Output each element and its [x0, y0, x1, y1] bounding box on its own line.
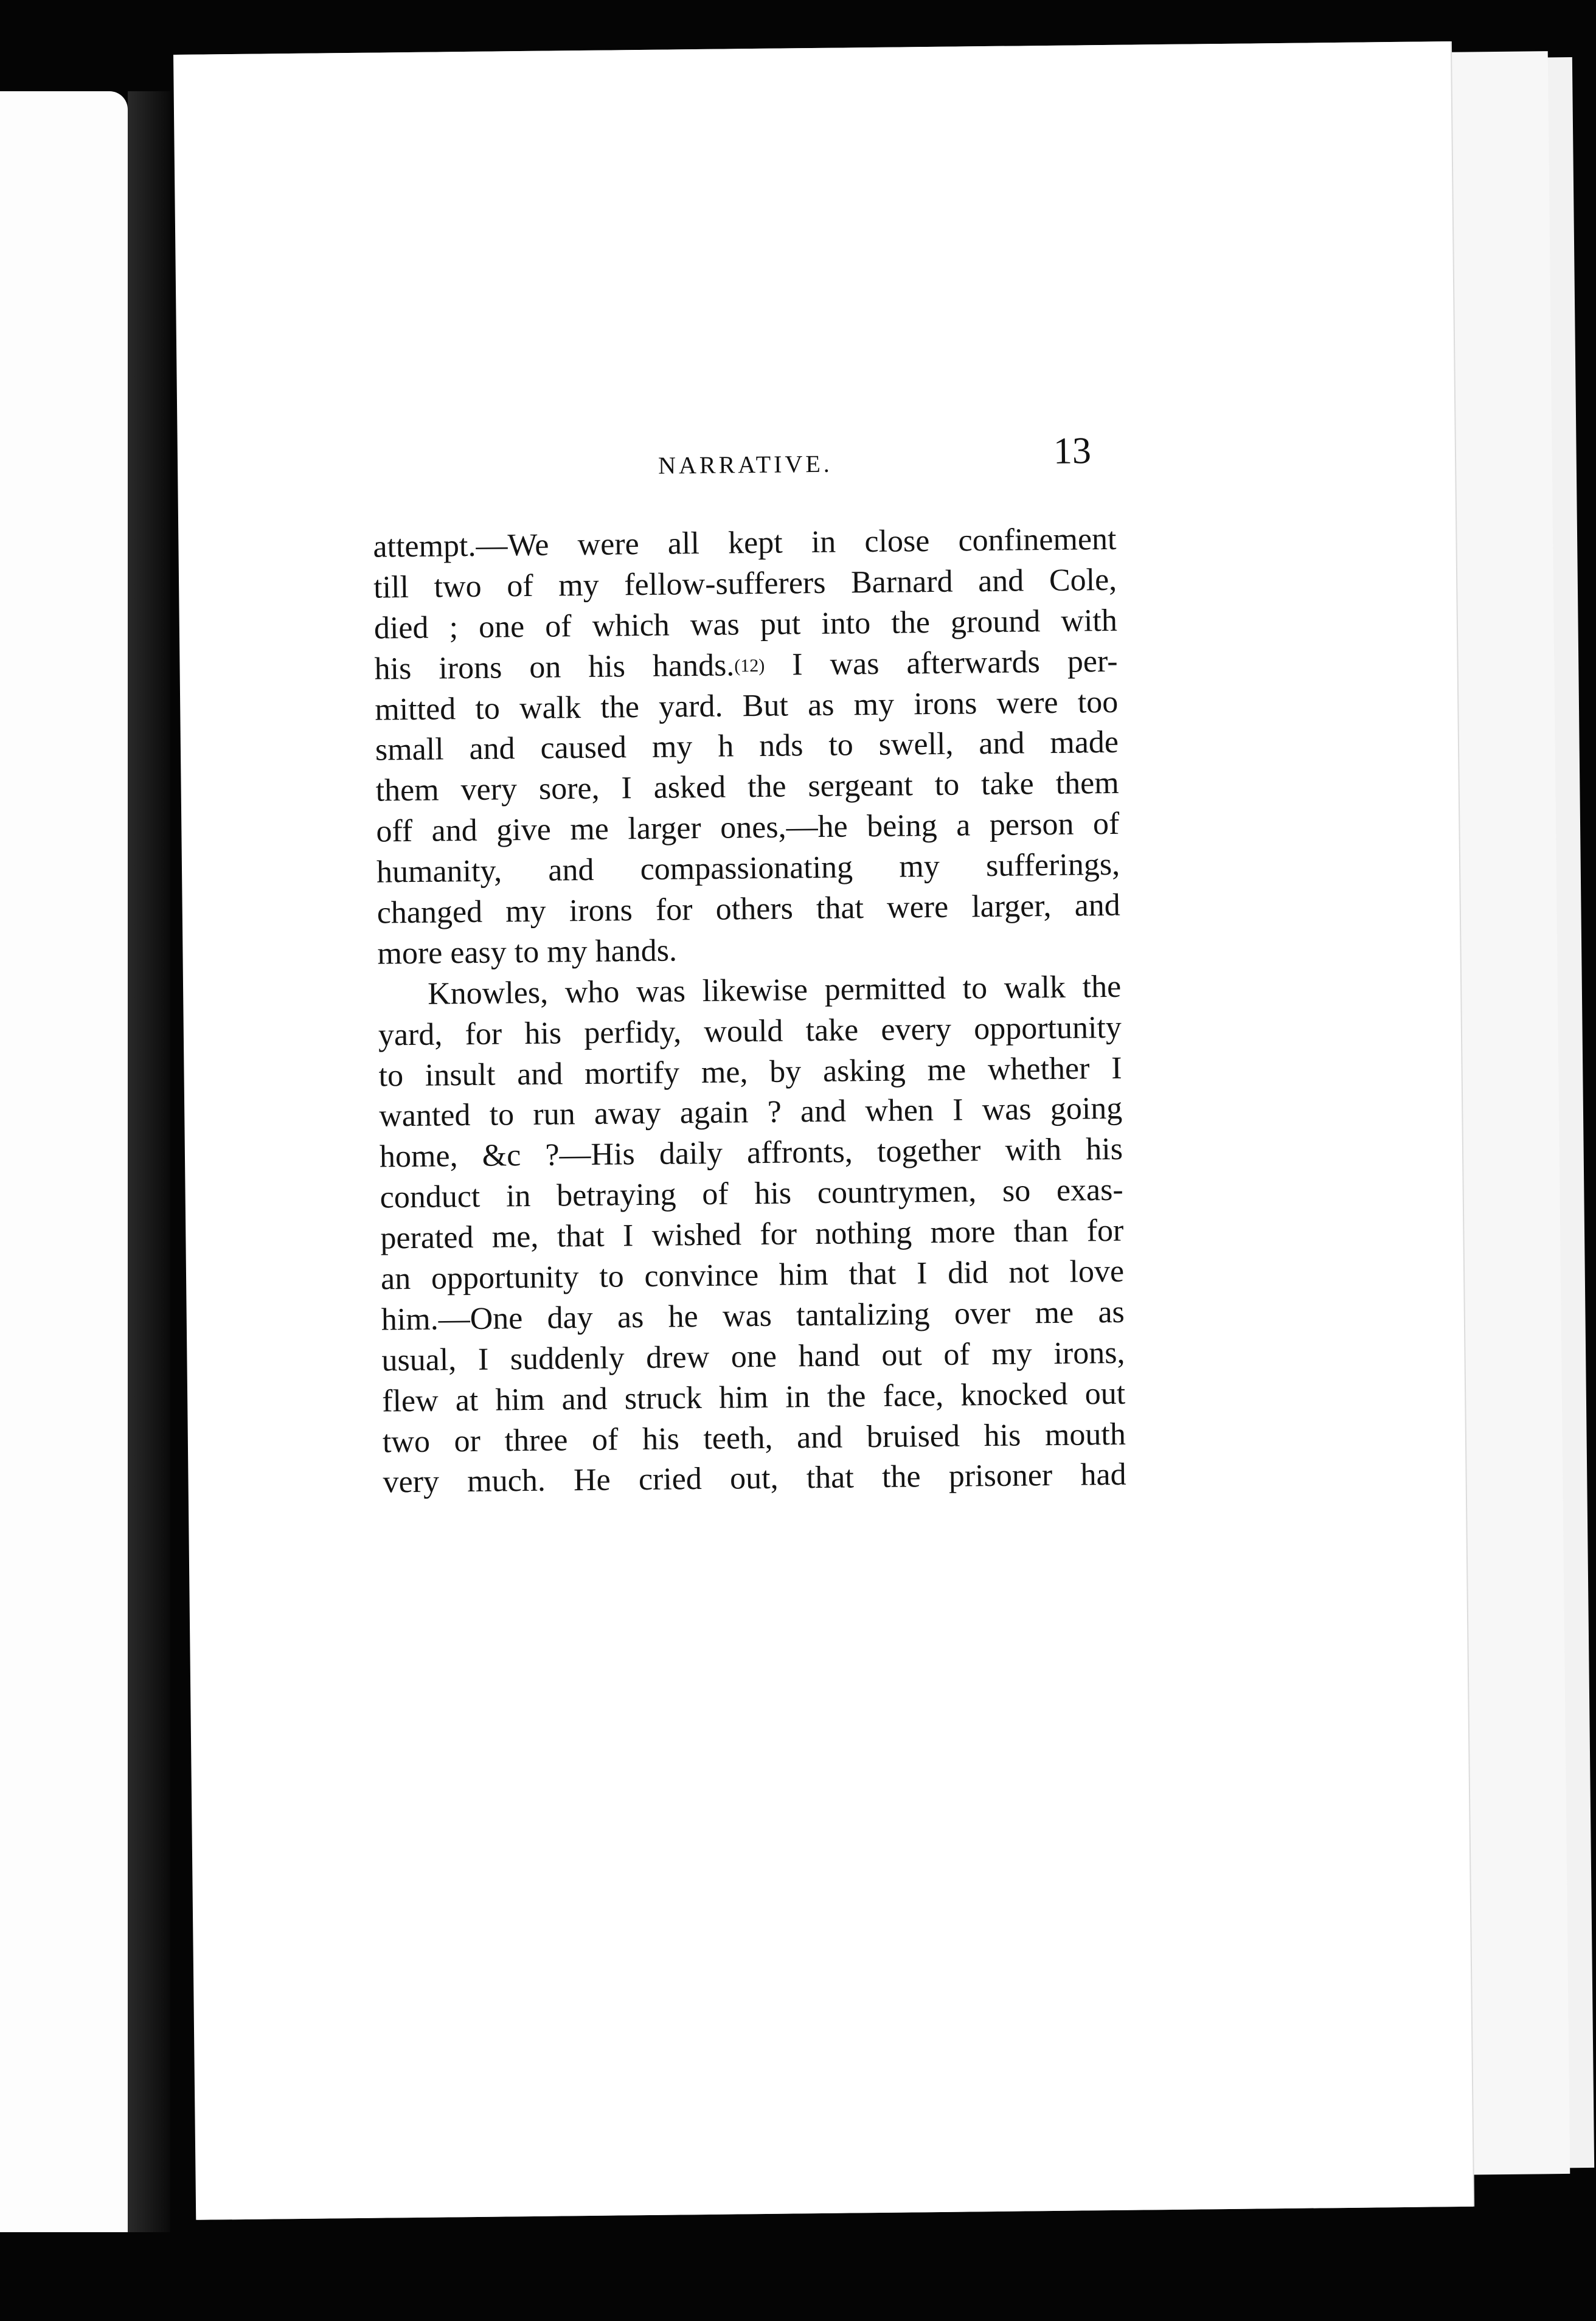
text-line: an opportunity to convince him that I did not love — [380, 1254, 1125, 1297]
text-line: wanted to run away again ? and when I was going — [378, 1091, 1123, 1134]
paragraph-1 — [373, 519, 1121, 975]
body-text — [373, 519, 1126, 1504]
text-line: more easy to my hands. — [377, 933, 678, 971]
text-line: changed my irons for others that were larger, and — [376, 887, 1121, 931]
text-line-with-note — [374, 641, 1118, 690]
text-line: him.—One day as he was tantalizing over me as — [381, 1294, 1125, 1337]
book-page — [173, 41, 1473, 2220]
text-line: perated me, that I wished for nothing more than for — [380, 1213, 1124, 1256]
text-line: home, &c ?—His daily affronts, together with his — [379, 1132, 1123, 1174]
paragraph-2 — [378, 967, 1126, 1504]
text-line: conduct in betraying of his countrymen, so exas- — [380, 1173, 1123, 1215]
facing-page-edge — [0, 91, 128, 2232]
text-line: mitted to walk the yard. But as my irons were too — [374, 684, 1119, 727]
text-line: Knowles, who was likewise permitted to walk the — [427, 969, 1122, 1011]
running-head: NARRATIVE. — [657, 449, 833, 479]
book-gutter — [128, 91, 170, 2232]
text-line: died ; one of which was put into the ground with — [373, 603, 1118, 646]
text-line: two or three of his teeth, and bruised his mouth — [382, 1417, 1126, 1460]
text-line: off and give me larger ones,—he being a person of — [376, 807, 1120, 849]
text-line: flew at him and struck him in the face, knocked out — [381, 1376, 1126, 1419]
text-segment: I was afterwards per- — [764, 644, 1118, 682]
page-number: 13 — [1053, 430, 1092, 472]
text-line: them very sore, I asked the sergeant to take them — [375, 766, 1119, 808]
text-line: attempt.—We were all kept in close confinement — [373, 521, 1117, 564]
text-line: usual, I suddenly drew one hand out of my irons, — [381, 1335, 1125, 1378]
text-line: yard, for his perfidy, would take every opportunity — [378, 1010, 1122, 1053]
text-line: very much. He cried out, that the prisoner had — [383, 1457, 1126, 1500]
text-line: till two of my fellow-sufferers Barnard and Cole, — [373, 562, 1117, 605]
note-reference: (12) — [734, 655, 765, 676]
text-line: small and caused my h nds to swell, and made — [375, 725, 1119, 768]
text-line: humanity, and compassionating my sufferings, — [376, 847, 1120, 890]
text-line: to insult and mortify me, by asking me whether I — [378, 1050, 1122, 1094]
text-segment: his irons on his hands. — [374, 648, 735, 687]
